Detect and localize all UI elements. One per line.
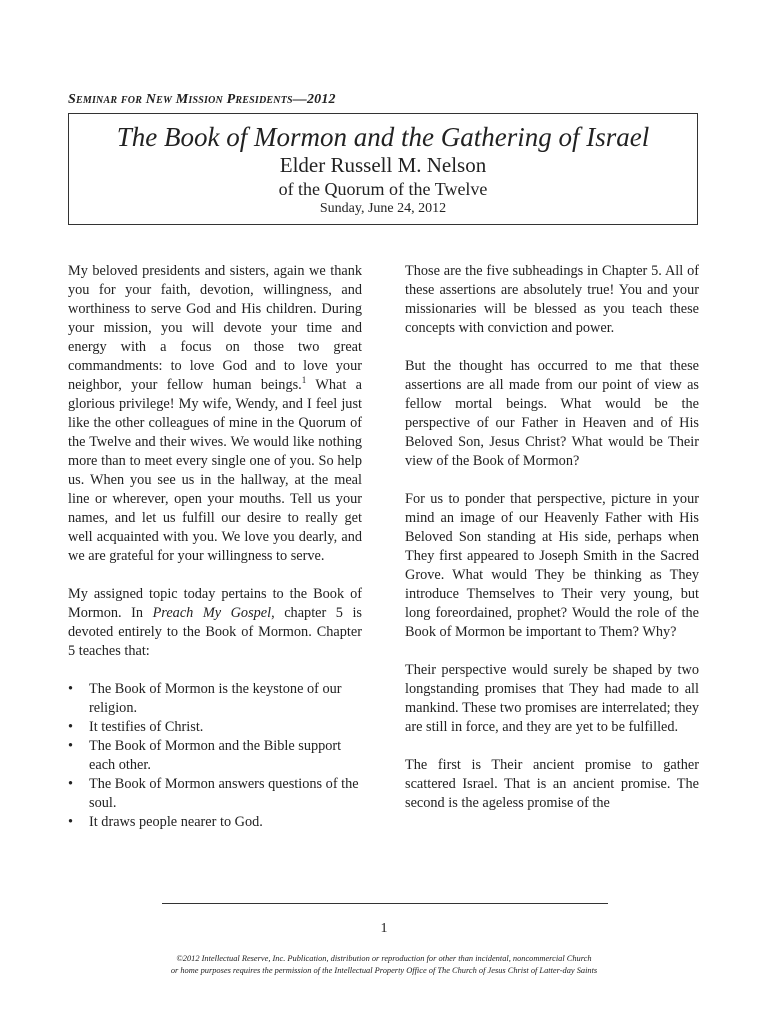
paragraph-text: My assigned topic today pertains to the Book of Mormon. In <box>68 586 362 621</box>
copyright-line: ©2012 Intellectual Reserve, Inc. Publication, distribution or reproduction for other than incidental, noncommercial Church <box>176 954 592 963</box>
document-title: The Book of Mormon and the Gathering of Israel <box>116 122 650 152</box>
copyright-notice <box>0 953 768 977</box>
speaker-affiliation: of the Quorum of the Twelve <box>278 179 488 199</box>
speaker-name: Elder Russell M. Nelson <box>279 153 487 177</box>
seminar-header: Seminar for New Mission Presidents—2012 <box>68 92 336 107</box>
footer-divider <box>162 903 608 904</box>
list-item: • The Book of Mormon and the Bible support each other. <box>68 737 362 775</box>
paragraph-text: My beloved presidents and sisters, again we thank you for your faith, devotion, willingness, and worthiness to serve God and His children. During your mission, you will devote your time and energy with a focus on those two great commandments: to love God and to love your neighbor, your fellow human beings. <box>68 263 362 393</box>
paragraph: The first is Their ancient promise to gather scattered Israel. That is an ancient promise. The second is the ageless promise of the <box>405 757 699 811</box>
paragraph: Those are the five subheadings in Chapter 5. All of these assertions are absolutely true! You and your missionaries will be blessed as you teach these concepts with conviction and power. <box>405 263 699 336</box>
talk-date: Sunday, June 24, 2012 <box>319 201 447 216</box>
paragraph <box>68 262 362 566</box>
book-title-italic: Preach My Gospel <box>152 605 272 621</box>
left-column <box>68 262 362 832</box>
paragraph: For us to ponder that perspective, picture in your mind an image of our Heavenly Father with His Beloved Son standing at His side, perhaps when They first appeared to Joseph Smith in the Sacred Grove. What would They be thinking as They introduce Themselves to Their very young, but long foreordained, prophet? Would the role of the Book of Mormon be important to Them? Why? <box>405 491 699 640</box>
paragraph-text: What a glorious privilege! My wife, Wendy, and I feel just like the other colleagues of mine in the Quorum of the Twelve and their wives. We would like nothing more than to meet every single one of you. So help us. When you see us in the hallway, at the meal line or wherever, open your mouths. Tell us your names, and let us fulfill our desire to really get well acquainted with you. We love you dearly, and we are grateful for your willingness to serve. <box>68 377 362 564</box>
page-number: 1 <box>380 921 388 936</box>
right-column <box>405 262 699 832</box>
copyright-line: or home purposes requires the permission of the Intellectual Property Office of The Church of Jesus Christ of Latter-day Saints <box>170 966 598 975</box>
bullet-list <box>68 680 362 832</box>
title-box <box>68 113 698 225</box>
list-item: • It testifies of Christ. <box>68 718 362 737</box>
list-item: • It draws people nearer to God. <box>68 813 362 832</box>
footnote-ref[interactable]: 1 <box>301 375 307 386</box>
list-item: • The Book of Mormon answers questions of the soul. <box>68 775 362 813</box>
paragraph: But the thought has occurred to me that these assertions are all made from our point of view as fellow mortal beings. What would be the perspective of our Father in Heaven and of His Beloved Son, Jesus Christ? What would be Their view of the Book of Mormon? <box>405 358 699 469</box>
paragraph-text: , chapter 5 is devoted entirely to the Book of Mormon. Chapter 5 teaches that: <box>68 605 362 659</box>
paragraph: Their perspective would surely be shaped by two longstanding promises that They had made to all mankind. These two promises are interrelated; they are still in force, and they are yet to be fulfilled. <box>405 662 699 735</box>
paragraph <box>68 585 362 661</box>
list-item: • The Book of Mormon is the keystone of our religion. <box>68 680 362 718</box>
